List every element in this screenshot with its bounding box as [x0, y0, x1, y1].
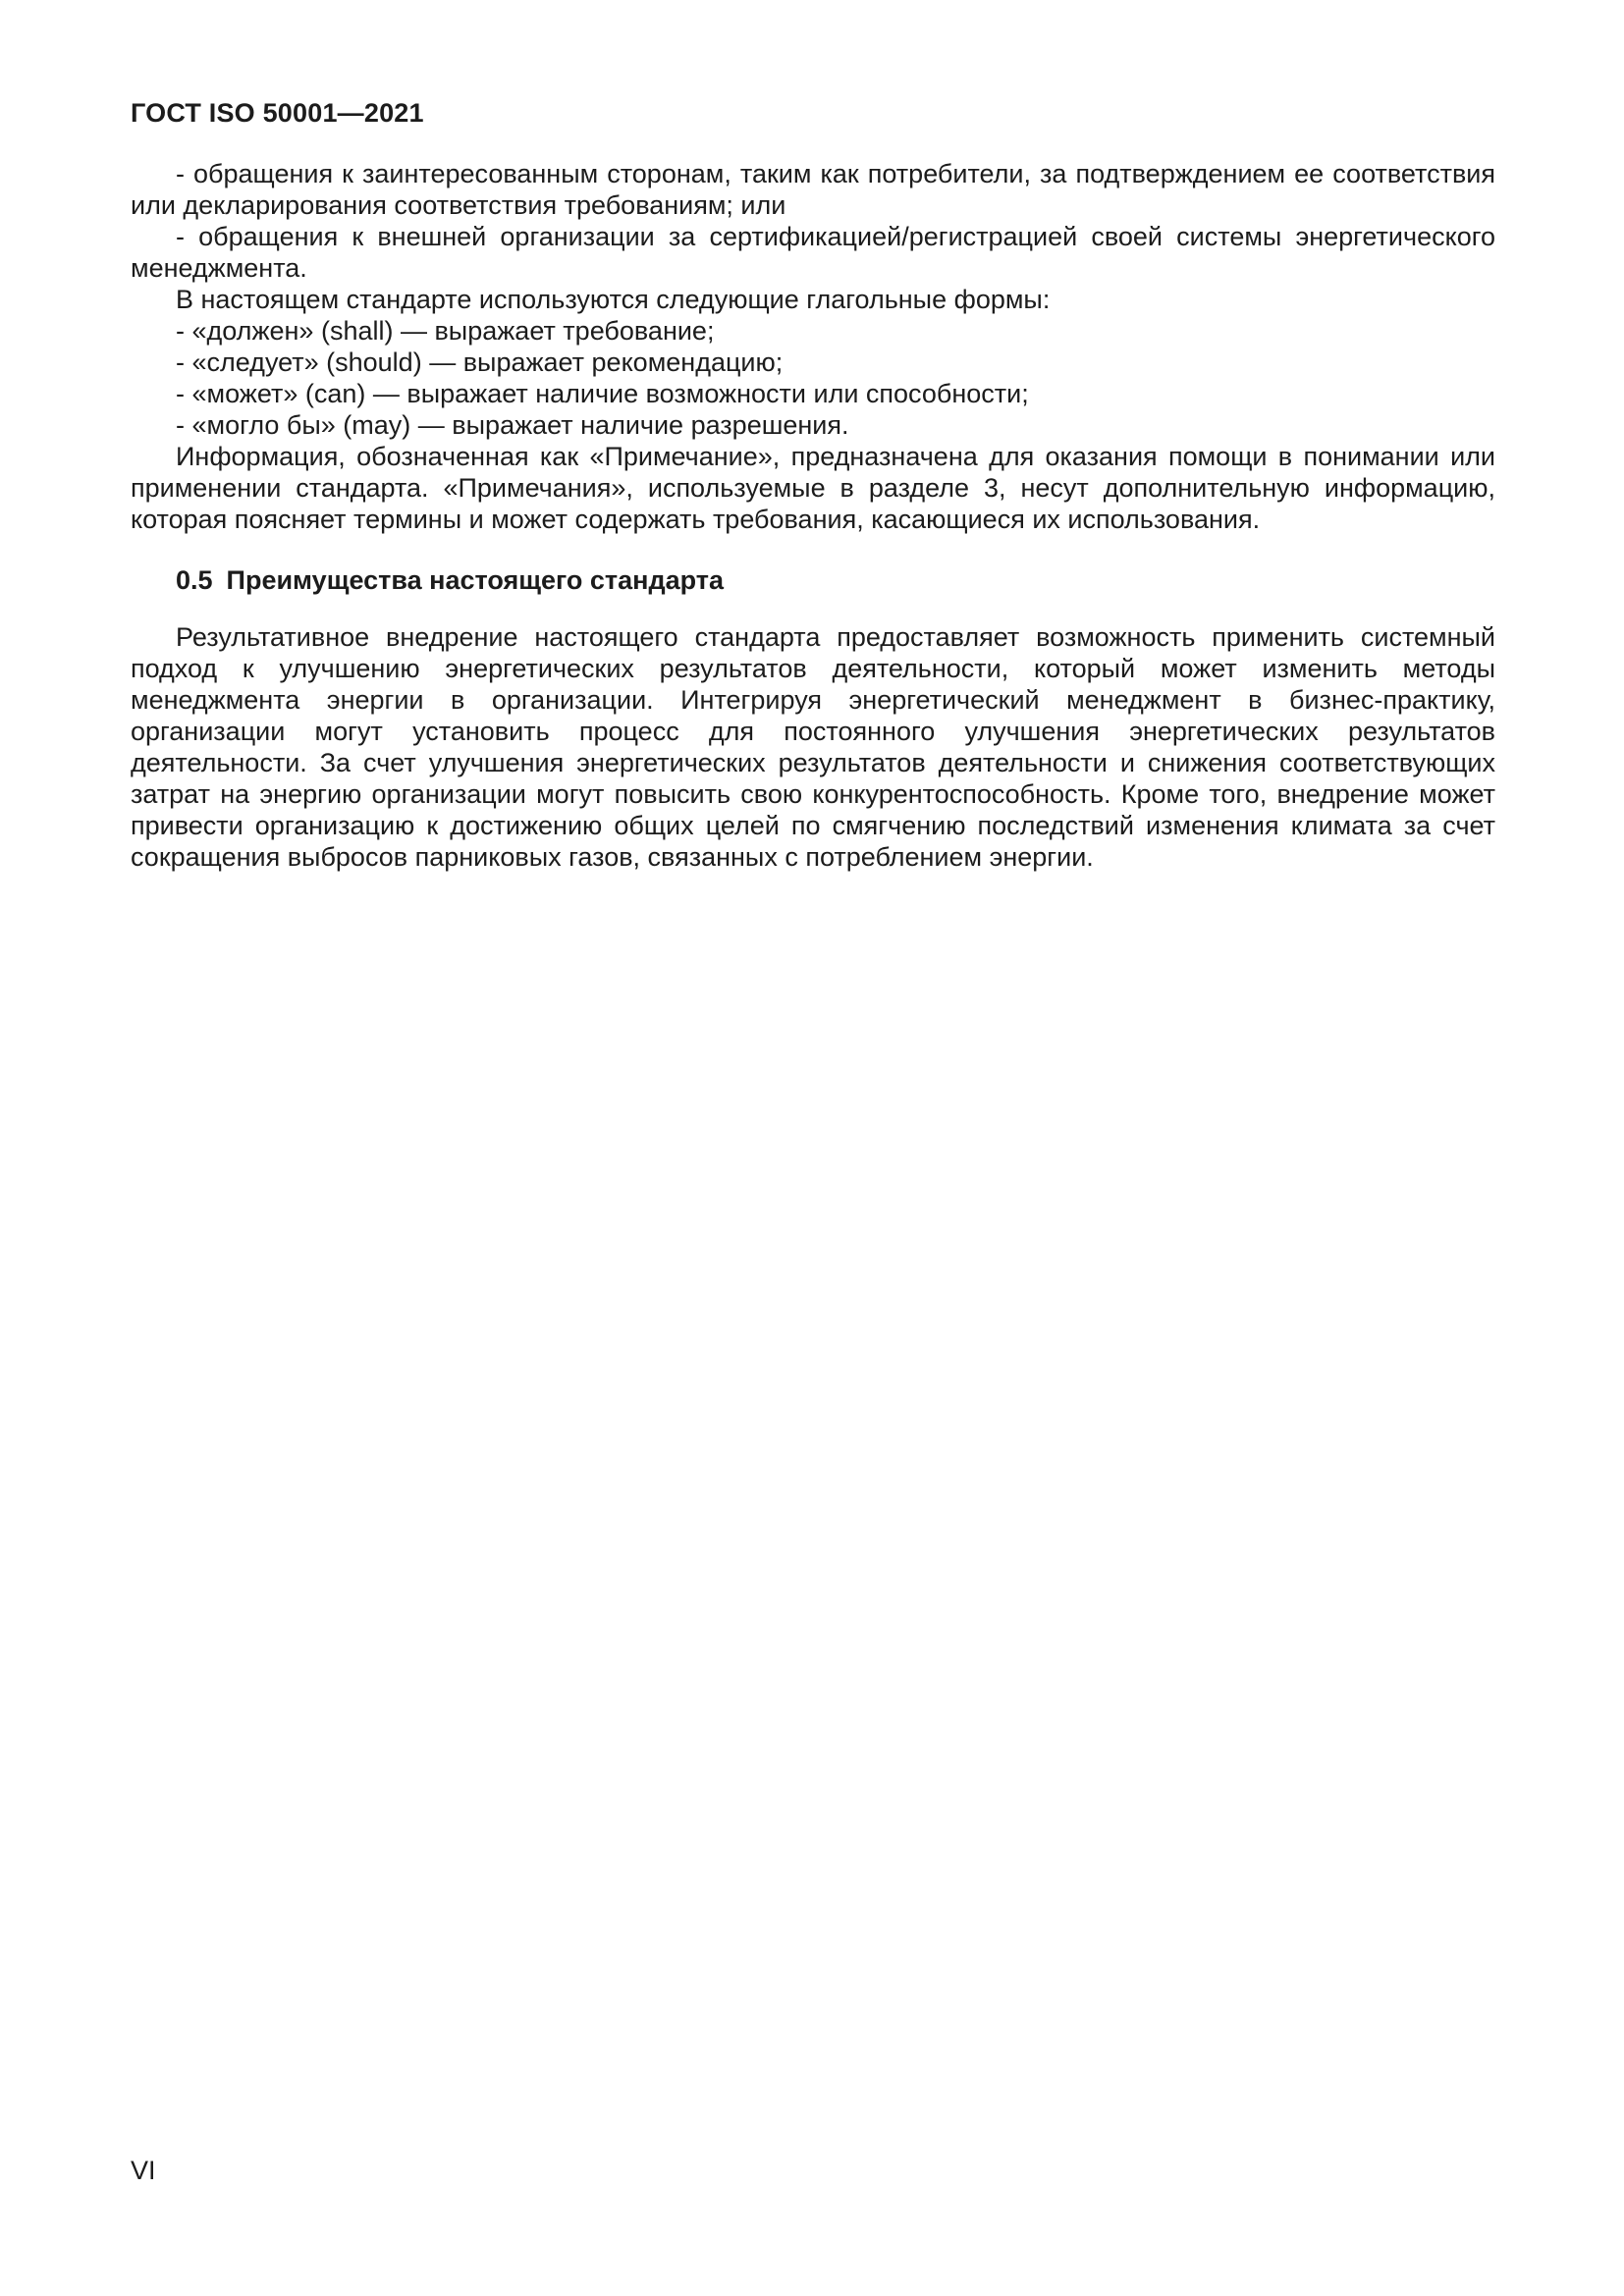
document-header: ГОСТ ISO 50001—2021 — [131, 98, 424, 128]
verb-form-item: - «могло бы» (may) — выражает наличие разрешения. — [176, 410, 849, 440]
page-number: VI — [131, 2156, 156, 2185]
verb-form-item: - «следует» (should) — выражает рекомендацию; — [176, 347, 784, 377]
note-paragraph: Информация, обозначенная как «Примечание», предназначена для оказания помощи в понимании или применении стандарта. «Примечания», используемые в разделе 3, несут дополнительную информацию, которая поясняет термины и может содержать требования, касающиеся их использования. — [131, 442, 1495, 534]
benefits-paragraph: Результативное внедрение настоящего стандарта предоставляет возможность применить системный подход к улучшению энергетических результатов деятельности, который может изменить методы менеджмента энергии в организации. Интегрируя энергетический менеджмент в бизнес-практику, организации могут установить процесс для постоянного улучшения энергетических результатов деятельности. За счет улучшения энергетических результатов деятельности и снижения соответствующих затрат на энергию организации могут повысить свою конкурентоспособность. Кроме того, внедрение может привести организацию к достижению общих целей по смягчению последствий изменения климата за счет сокращения выбросов парниковых газов, связанных с потреблением энергии. — [131, 622, 1495, 872]
section-heading — [131, 564, 1495, 596]
intro-paragraph: - обращения к внешней организации за сертификацией/регистрацией своей системы энергетического менеджмента. — [131, 222, 1495, 283]
verb-form-item: - «должен» (shall) — выражает требование; — [176, 316, 715, 346]
intro-paragraph: В настоящем стандарте используются следующие глагольные формы: — [176, 285, 1051, 314]
page-content — [131, 98, 1495, 873]
section-title: Преимущества настоящего стандарта — [226, 565, 725, 595]
section-number: 0.5 — [176, 565, 213, 595]
verb-form-item: - «может» (can) — выражает наличие возможности или способности; — [176, 379, 1029, 408]
intro-paragraph: - обращения к заинтересованным сторонам, таким как потребители, за подтверждением ее соответствия или декларирования соответствия требованиям; или — [131, 159, 1495, 220]
